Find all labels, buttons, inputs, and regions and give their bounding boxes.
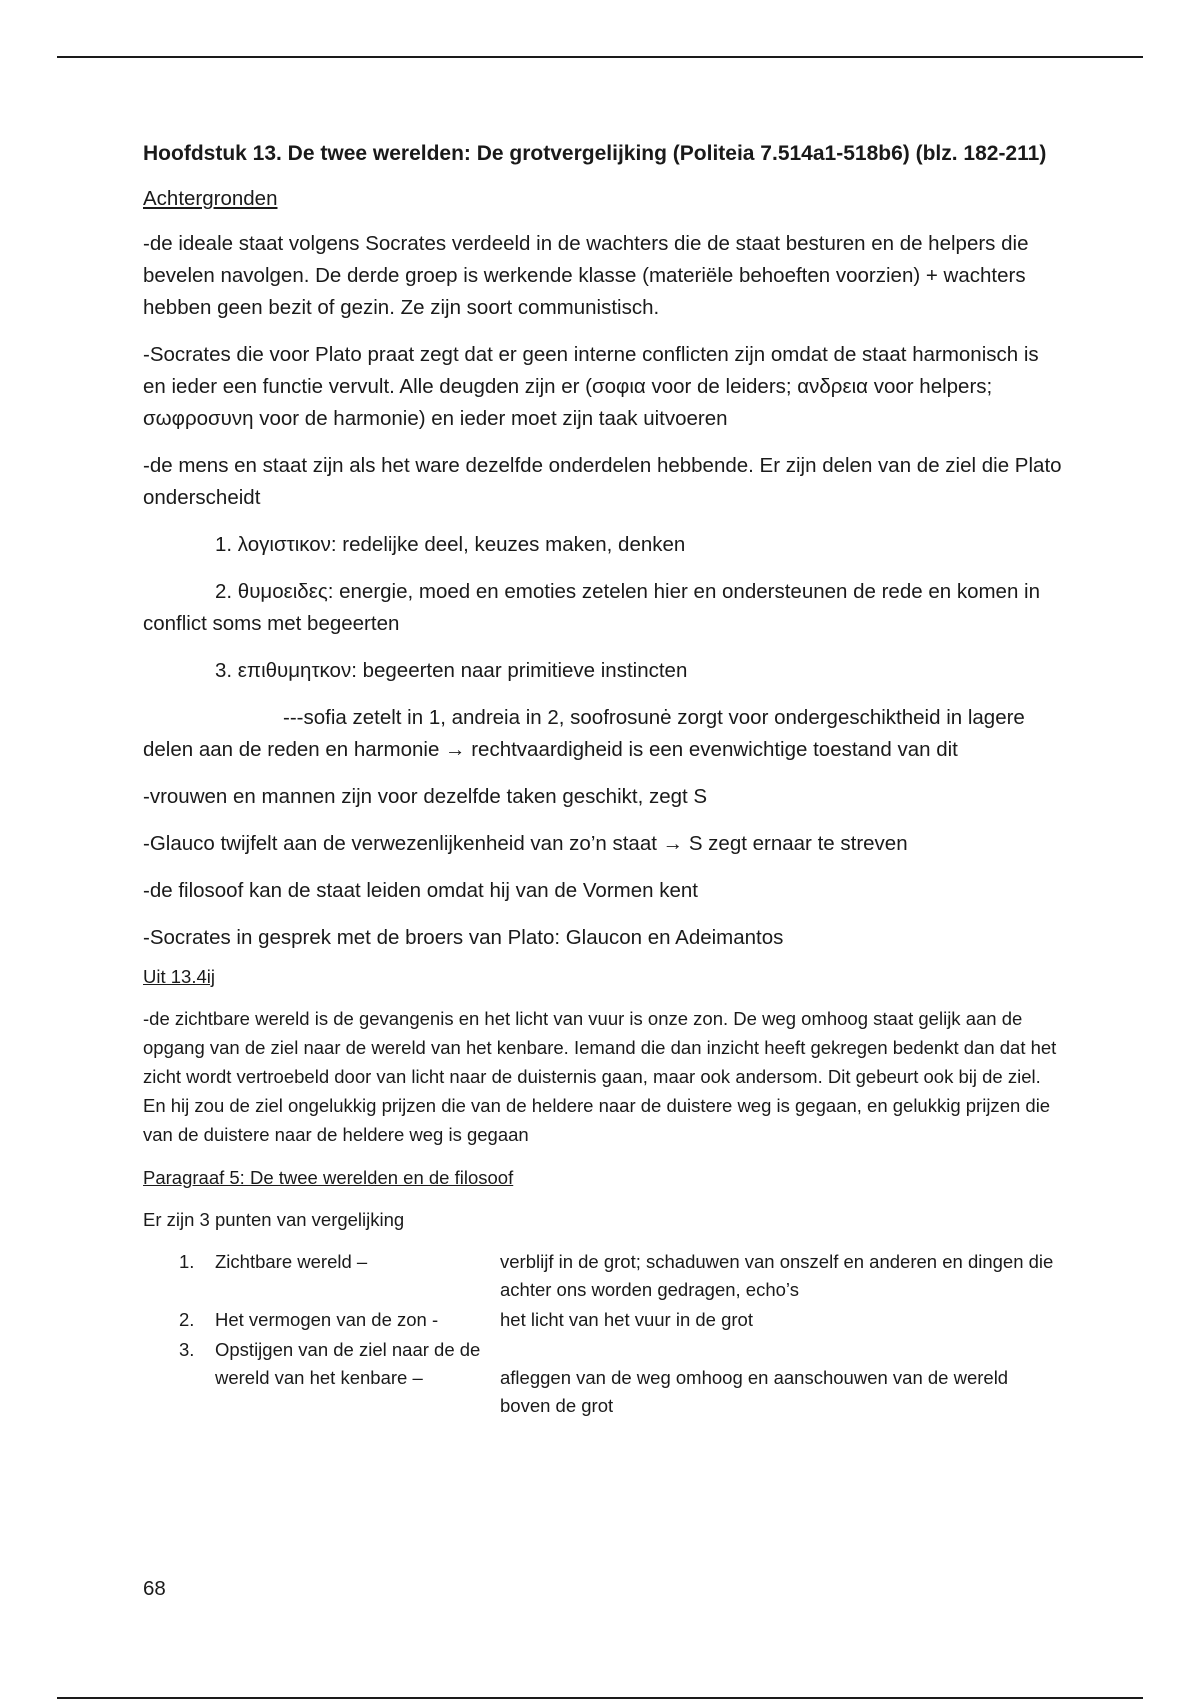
header-rule bbox=[57, 56, 1143, 58]
section-heading-13-4ij: Uit 13.4ij bbox=[143, 966, 215, 987]
paragraph: -vrouwen en mannen zijn voor dezelfde taken geschikt, zegt S bbox=[143, 785, 708, 808]
soul-part-1: 1. λογιστικον: redelijke deel, keuzes maken, denken bbox=[215, 533, 686, 556]
page-number: 68 bbox=[143, 1577, 166, 1600]
soul-part-3: 3. επιθυμητκον: begeerten naar primitieve instincten bbox=[215, 659, 688, 682]
footer-rule bbox=[57, 1697, 1143, 1699]
paragraph: -Glauco twijfelt aan de verwezenlijkenheid van zo’n staat → S zegt ernaar te streven bbox=[143, 832, 908, 855]
comparison-item bbox=[143, 1306, 1063, 1334]
section-heading-achtergronden: Achtergronden bbox=[143, 187, 278, 210]
paragraph: -de ideale staat volgens Socrates verdeeld in de wachters die de staat besturen en de helpers die bevelen navolgen. De derde groep is werkende klasse (materiële behoeften voorzien) + wachters hebben geen bezit of gezin. Ze zijn soort communistisch. bbox=[143, 232, 1029, 319]
comparison-list bbox=[143, 1248, 1063, 1420]
comparison-left: Zichtbare wereld – bbox=[215, 1251, 368, 1272]
comparison-number: 1. bbox=[179, 1251, 195, 1272]
comparison-intro: Er zijn 3 punten van vergelijking bbox=[143, 1209, 405, 1230]
document-page bbox=[143, 138, 1063, 1422]
soul-part-2: 2. θυμοειδες: energie, moed en emoties zetelen hier en ondersteunen de rede en komen in conflict soms met begeerten bbox=[143, 580, 1041, 635]
paragraph-virtues: ---sofia zetelt in 1, andreia in 2, soofrosunė zorgt voor ondergeschiktheid in lagere delen aan de reden en harmonie → rechtvaardigheid is een evenwichtige toestand van dit bbox=[143, 706, 1025, 761]
comparison-right: verblijf in de grot; schaduwen van onszelf en anderen en dingen die achter ons worden gedragen, echo’s bbox=[500, 1251, 1054, 1300]
section-heading-paragraaf-5: Paragraaf 5: De twee werelden en de filosoof bbox=[143, 1167, 514, 1188]
paragraph: -de mens en staat zijn als het ware dezelfde onderdelen hebbende. Er zijn delen van de ziel die Plato onderscheidt bbox=[143, 454, 1062, 509]
comparison-left: Opstijgen van de ziel naar de de wereld van het kenbare – bbox=[215, 1339, 481, 1388]
comparison-number: 3. bbox=[179, 1339, 195, 1360]
paragraph: -Socrates in gesprek met de broers van Plato: Glaucon en Adeimantos bbox=[143, 926, 784, 949]
comparison-number: 2. bbox=[179, 1309, 195, 1330]
comparison-item bbox=[143, 1336, 1063, 1420]
comparison-item bbox=[143, 1248, 1063, 1304]
section-13-4ij-text: -de zichtbare wereld is de gevangenis en het licht van vuur is onze zon. De weg omhoog staat gelijk aan de opgang van de ziel naar de wereld van het kenbare. Iemand die dan inzicht heeft gekregen bedenkt dan dat het zicht wordt vertroebeld door van licht naar de duisternis gaan, maar ook andersom. Dit gebeurt ook bij de ziel. En hij zou de ziel ongelukkig prijzen die van de heldere naar de duistere weg is gegaan, en gelukkig prijzen die van de duistere naar de heldere weg is gegaan bbox=[143, 1008, 1057, 1145]
comparison-right: afleggen van de weg omhoog en aanschouwen van de wereld boven de grot bbox=[500, 1367, 1009, 1416]
comparison-right: het licht van het vuur in de grot bbox=[500, 1309, 753, 1330]
chapter-title: Hoofdstuk 13. De twee werelden: De grotvergelijking (Politeia 7.514a1-518b6) (blz. 182-211) bbox=[143, 142, 1047, 165]
comparison-left: Het vermogen van de zon - bbox=[215, 1309, 439, 1330]
paragraph: -Socrates die voor Plato praat zegt dat er geen interne conflicten zijn omdat de staat harmonisch is en ieder een functie vervult. Alle deugden zijn er (σοφια voor de leiders; ανδρεια voor helpers; σωφροσυνη voor de harmonie) en ieder moet zijn taak uitvoeren bbox=[143, 343, 1039, 430]
paragraph: -de filosoof kan de staat leiden omdat hij van de Vormen kent bbox=[143, 879, 698, 902]
